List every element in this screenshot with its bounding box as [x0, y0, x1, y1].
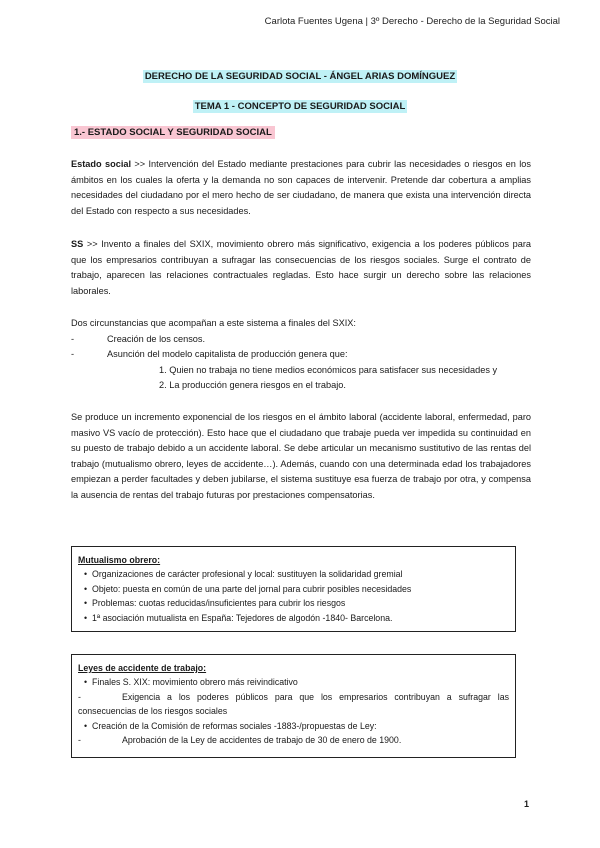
list-item: • Problemas: cuotas reducidas/insuficientes para cubrir los riesgos: [78, 596, 509, 610]
paragraph-ss: [71, 237, 531, 299]
term-ss: SS: [71, 239, 84, 249]
dash-item-aprobacion: Aprobación de la Ley de accidentes de trabajo de 30 de enero de 1900.: [122, 735, 402, 746]
mutualismo-box: [71, 546, 516, 632]
running-header: Carlota Fuentes Ugena | 3º Derecho - Derecho de la Seguridad Social: [264, 16, 560, 27]
list-item: [71, 332, 531, 348]
dash-item-capitalista: Asunción del modelo capitalista de producción genera que:: [107, 349, 348, 359]
term-estado-social: Estado social: [71, 159, 132, 169]
list-item: - Exigencia a los poderes públicos para que los empresarios contribuyan a sufragar las consecuencias de los riesgos sociales: [78, 691, 509, 717]
list-item: • Creación de la Comisión de reformas sociales -1883-/propuestas de Ley:: [78, 719, 509, 733]
list-item: • 1ª asociación mutualista en España: Tejedores de algodón -1840- Barcelona.: [78, 611, 509, 625]
dash-item-exigencia: Exigencia a los poderes públicos para que los empresarios contribuyan a sufragar las consecuencias de los riesgos sociales: [78, 691, 509, 717]
page-number: 1: [524, 799, 530, 809]
leyes-accidente-box: [71, 654, 516, 758]
paragraph-estado-social: [71, 157, 531, 219]
section-heading: 1.- ESTADO SOCIAL Y SEGURIDAD SOCIAL: [71, 126, 275, 139]
tema-title: TEMA 1 - CONCEPTO DE SEGURIDAD SOCIAL: [194, 101, 406, 112]
list-item: [71, 347, 531, 363]
dash-item-censos: Creación de los censos.: [107, 333, 206, 344]
leyes-accidente-title: Leyes de accidente de trabajo:: [78, 663, 207, 673]
paragraph-estado-social-text: >> Intervención del Estado mediante prestaciones para cubrir las necesidades o riesgos en los ámbitos en los cuales la oferta y la demanda no son capaces de intervenir. Pretende dar cobertura a amplias necesidades del ciudadano por el mero hecho de ser ciudadano, de manera que exista una intervención directa del Estado con respecto a sus necesidades.: [71, 159, 531, 216]
paragraph-riesgos: Se produce un incremento exponencial de los riesgos en el ámbito laboral (accidente laboral, enfermedad, paro masivo VS vacío de protección). Esto hace que el ciudadano que trabaje pueda ver impedida su continuidad en su puesto de trabajo debido a un accidente laboral. Se debe articular un mecanismo sustitutivo de las rentas del trabajo (mutualismo obrero, leyes de accidente…). Además, cuando con una determinada edad los trabajadores empiezan a perder facultades y deben jubilarse, el sistema sustituye esa fuerza de trabajo por otra, y compensa la ausencia de rentas del trabajo futuras por prestaciones compensatorias.: [71, 412, 531, 500]
list-item: • Objeto: puesta en común de una parte del jornal para cubrir posibles necesidades: [78, 582, 509, 596]
paragraph-circunstancias: [71, 316, 531, 394]
list-item: • Finales S. XIX: movimiento obrero más reivindicativo: [78, 675, 509, 689]
paragraph-ss-text: >> Invento a finales del SXIX, movimiento obrero más significativo, exigencia a los poderes públicos para que los empresarios contribuyan a sufragar las consecuencias de los riesgos sociales. Surge el contrato de trabajo, aparecen las relaciones contractuales regladas. Esto hace surgir un derecho sobre las relaciones laborales.: [71, 239, 531, 296]
list-item: • Organizaciones de carácter profesional y local: sustituyen la solidaridad gremial: [78, 567, 509, 581]
numbered-item-2: 2. La producción genera riesgos en el trabajo.: [159, 380, 346, 390]
mutualismo-title: Mutualismo obrero:: [78, 555, 161, 565]
document-title-row: [0, 66, 600, 84]
list-item: - Aprobación de la Ley de accidentes de trabajo de 30 de enero de 1900.: [78, 735, 402, 746]
tema-title-row: [0, 96, 600, 114]
circunstancias-intro: Dos circunstancias que acompañan a este sistema a finales del SXIX:: [71, 318, 356, 328]
document-title: DERECHO DE LA SEGURIDAD SOCIAL - ÁNGEL ARIAS DOMÍNGUEZ: [144, 71, 456, 82]
numbered-item-1: 1. Quien no trabaja no tiene medios económicos para satisfacer sus necesidades y: [159, 364, 498, 375]
